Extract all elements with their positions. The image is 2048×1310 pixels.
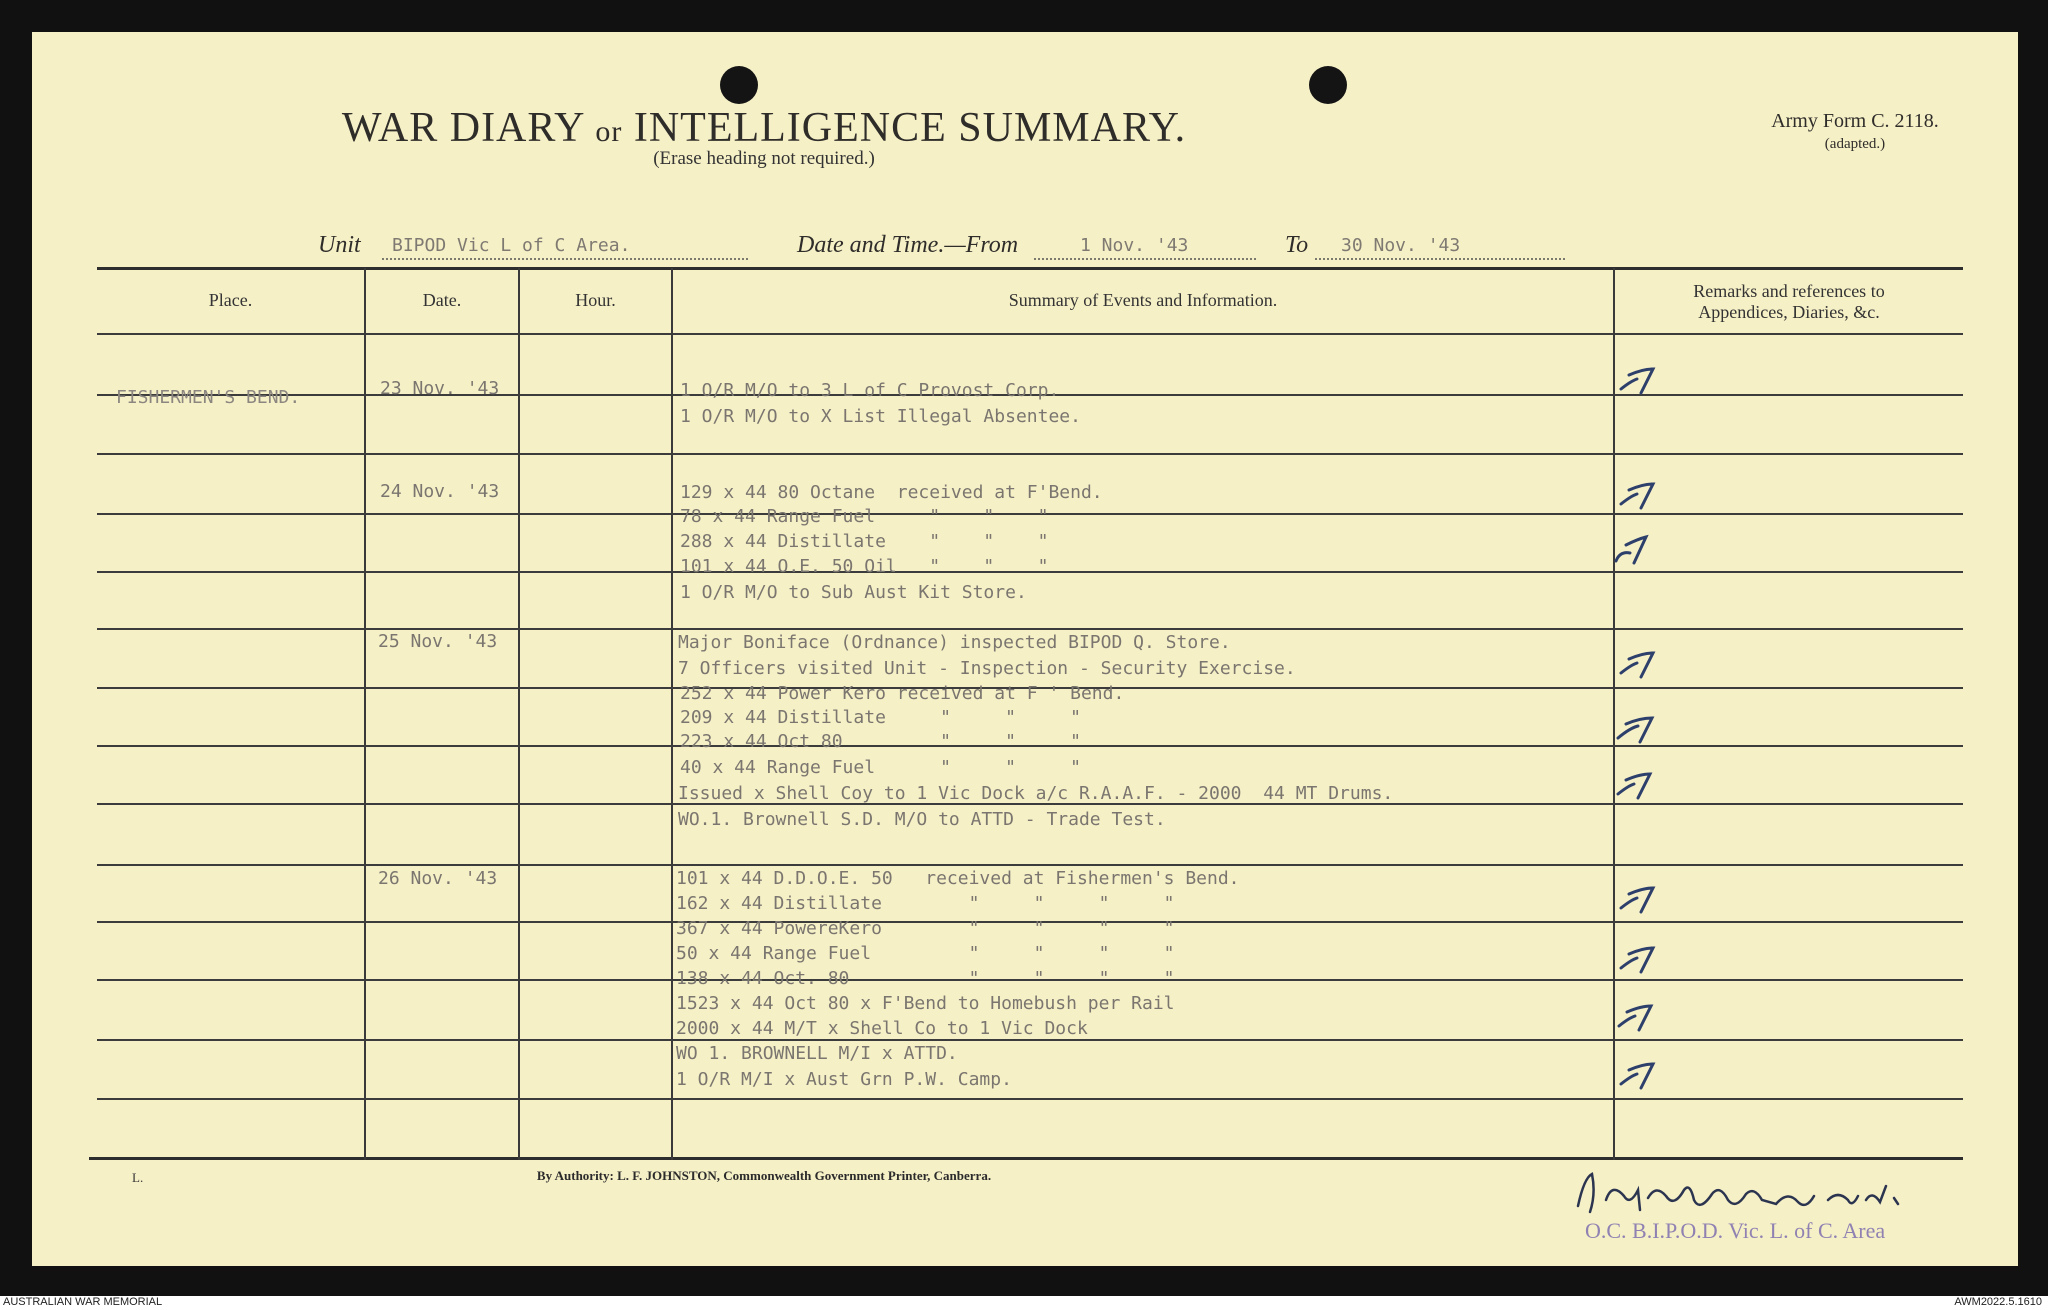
col-header-hour: Hour. [575,290,616,310]
summary-line: 101 x 44 O.E. 50 Oil " " " [680,556,1049,577]
summary-line: 209 x 44 Distillate " " " [680,707,1081,728]
entry-place: FISHERMEN'S BEND. [116,387,301,408]
summary-line: 78 x 44 Range Fuel " " " [680,506,1049,527]
army-form-number: Army Form C. 2118. [1771,110,1939,132]
table-top-border [97,267,1963,270]
col-header-remarks-line1: Remarks and references to [1693,281,1885,301]
summary-line: WO 1. BROWNELL M/I x ATTD. [676,1043,958,1064]
col-header-place: Place. [208,290,253,310]
header-underline [97,333,1963,335]
summary-line: Major Boniface (Ordnance) inspected BIPOD Q. Store. [678,632,1231,653]
summary-line: 1 O/R M/O to Sub Aust Kit Store. [680,582,1027,603]
punch-hole-left [720,66,758,104]
printer-authority: By Authority: L. F. JOHNSTON, Commonwealth Government Printer, Canberra. [536,1168,992,1183]
archive-credit: AUSTRALIAN WAR MEMORIAL [3,1296,163,1308]
summary-line: 1 O/R M/O to X List Illegal Absentee. [680,406,1081,427]
handwritten-check-icon [1617,647,1661,681]
form-subtitle: (Erase heading not required.) [653,148,875,169]
entry-date: 23 Nov. '43 [380,378,500,399]
handwritten-check-icon [1615,1000,1659,1034]
unit-value: BIPOD Vic L of C Area. [382,234,748,260]
summary-line: 101 x 44 D.D.O.E. 50 received at Fishermen's Bend. [676,868,1240,889]
summary-line: WO.1. Brownell S.D. M/O to ATTD - Trade Test. [678,809,1166,830]
summary-line: 162 x 44 Distillate " " " " [676,893,1175,914]
summary-line: 129 x 44 80 Octane received at F'Bend. [680,482,1103,503]
col-header-remarks-line2: Appendices, Diaries, &c. [1698,302,1880,322]
handwritten-check-icon [1617,478,1661,512]
row-rule [97,864,1963,866]
title-intelligence-summary: INTELLIGENCE SUMMARY. [633,105,1187,151]
date-to-label: To [1285,232,1309,258]
archive-reference: AWM2022.5.1610 [1954,1296,2042,1308]
officer-stamp: O.C. B.I.P.O.D. Vic. L. of C. Area [1585,1218,1886,1243]
summary-line: 1 O/R M/O to 3 L of C Provost Corp. [680,380,1060,401]
row-rule [97,453,1963,455]
summary-line: 252 x 44 Power Kero received at F ' Bend. [680,683,1125,704]
summary-line: 288 x 44 Distillate " " " [680,531,1049,552]
army-form-note: (adapted.) [1824,136,1886,152]
summary-line: 138 x 44 Oct. 80 " " " " [676,968,1175,989]
col-divider-date-hour [518,268,520,1160]
handwritten-check-icon [1617,1058,1661,1092]
summary-line: 1 O/R M/I x Aust Grn P.W. Camp. [676,1069,1012,1090]
summary-line: Issued x Shell Coy to 1 Vic Dock a/c R.A.A.F. - 2000 44 MT Drums. [678,783,1394,804]
col-divider-place-date [364,268,366,1160]
entry-date: 25 Nov. '43 [378,631,498,652]
summary-line: 7 Officers visited Unit - Inspection - Security Exercise. [678,658,1296,679]
col-header-date: Date. [422,290,462,310]
handwritten-check-icon [1614,768,1658,802]
entry-date: 24 Nov. '43 [380,481,500,502]
punch-hole-right [1309,66,1347,104]
handwritten-check-icon [1614,712,1658,746]
title-or: or [595,115,623,148]
form-mark: L. [132,1170,144,1185]
handwritten-check-icon [1617,942,1661,976]
date-to-value: 30 Nov. '43 [1315,234,1565,260]
handwritten-check-icon [1617,882,1661,916]
entry-date: 26 Nov. '43 [378,868,498,889]
date-from-value: 1 Nov. '43 [1034,234,1256,260]
date-time-label: Date and Time.—From [797,232,1019,258]
col-header-summary: Summary of Events and Information. [1008,290,1278,310]
row-rule [97,1098,1963,1100]
summary-line: 2000 x 44 M/T x Shell Co to 1 Vic Dock [676,1018,1088,1039]
row-rule [97,1039,1963,1041]
form-title [32,104,1496,152]
summary-line: 1523 x 44 Oct 80 x F'Bend to Homebush per Rail [676,993,1175,1014]
title-war-diary: WAR DIARY [341,105,584,151]
summary-line: 40 x 44 Range Fuel " " " [680,757,1081,778]
summary-line: 223 x 44 Oct 80 " " " [680,731,1081,752]
summary-line: 367 x 44 PowereKero " " " " [676,918,1175,939]
col-divider-hour-summary [671,268,673,1160]
handwritten-check-icon [1612,533,1656,567]
handwritten-check-icon [1617,363,1661,397]
summary-line: 50 x 44 Range Fuel " " " " [676,943,1175,964]
row-rule [97,628,1963,630]
unit-label: Unit [318,232,361,258]
